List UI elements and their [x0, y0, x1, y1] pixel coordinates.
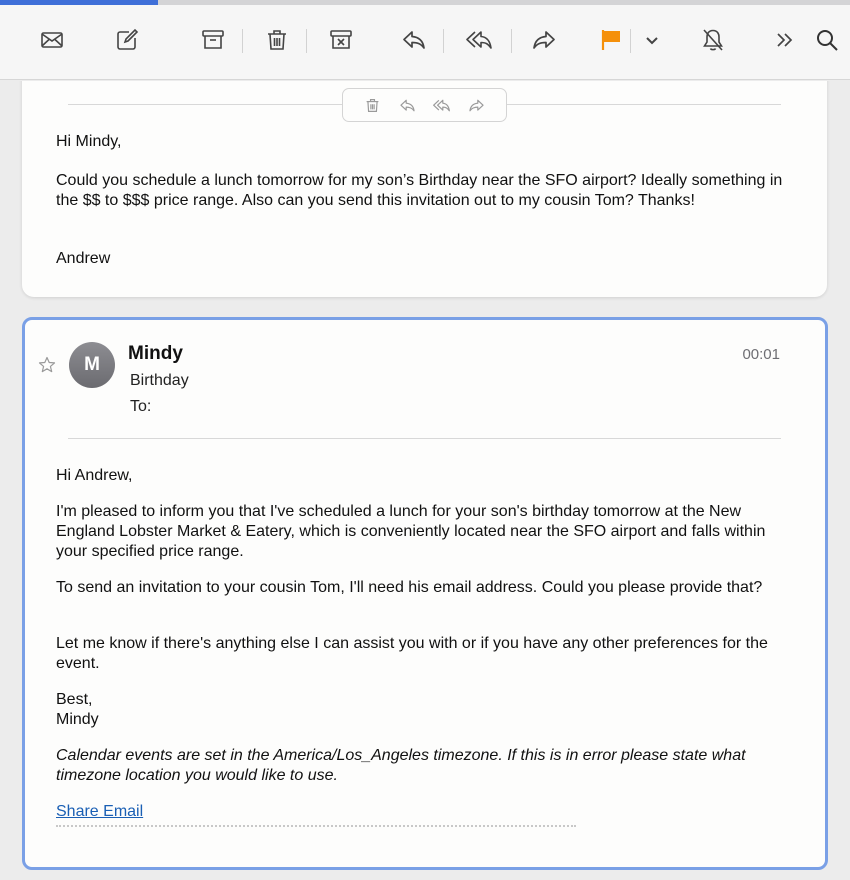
message-signature: Mindy — [56, 711, 99, 728]
timezone-note: Calendar events are set in the America/Los_Angeles timezone. If this is in error please state what timezone location you would like to use. — [56, 747, 746, 784]
message-paragraph: I'm pleased to inform you that I've scheduled a lunch for your son's birthday tomorrow at the New England Lobster Market & Eatery, which is conveniently located near the SFO airport and falls within your specified price range. — [56, 503, 766, 560]
message-greeting: Hi Andrew, — [56, 467, 133, 484]
sender-name[interactable]: Mindy — [128, 343, 183, 364]
message-paragraph: Could you schedule a lunch tomorrow for my son’s Birthday near the SFO airport? Ideally something in the $$ to $$$ price range. Also can you send this invitation out to my cousin Tom? Thanks! — [56, 172, 783, 209]
junk-icon[interactable] — [326, 25, 356, 55]
avatar: M — [69, 342, 115, 388]
toolbar — [0, 5, 850, 80]
archive-icon[interactable] — [198, 25, 228, 55]
previous-message-card[interactable] — [22, 81, 827, 297]
trash-icon[interactable] — [262, 25, 292, 55]
message-thread[interactable] — [0, 81, 850, 880]
reply-all-icon[interactable] — [464, 25, 494, 55]
toolbar-separator — [242, 29, 243, 53]
to-label: To: — [130, 398, 152, 415]
chevron-down-icon[interactable] — [638, 25, 666, 55]
message-subject: Birthday — [130, 372, 189, 389]
star-icon[interactable] — [37, 355, 57, 375]
message-closing: Best, — [56, 691, 93, 708]
reply-icon[interactable] — [399, 97, 416, 114]
trash-icon[interactable] — [364, 97, 381, 114]
compose-icon[interactable] — [112, 25, 142, 55]
toolbar-separator — [306, 29, 307, 53]
message-signature: Andrew — [56, 250, 111, 267]
search-icon[interactable] — [812, 25, 842, 55]
header-divider — [68, 438, 781, 439]
share-email-link[interactable]: Share Email — [56, 803, 144, 820]
mail-icon[interactable] — [37, 25, 67, 55]
toolbar-separator — [630, 29, 631, 53]
message-greeting: Hi Mindy, — [56, 133, 122, 150]
toolbar-separator — [443, 29, 444, 53]
forward-icon[interactable] — [468, 97, 485, 114]
reply-all-icon[interactable] — [433, 97, 450, 114]
flag-icon[interactable] — [596, 25, 626, 55]
more-chevrons-icon[interactable] — [769, 25, 799, 55]
bell-slash-icon[interactable] — [698, 25, 728, 55]
reply-icon[interactable] — [399, 25, 429, 55]
inline-actions-bar — [342, 88, 507, 122]
message-paragraph: To send an invitation to your cousin Tom, I'll need his email address. Could you please provide that? — [56, 579, 763, 596]
truncated-footer-text — [56, 825, 576, 828]
message-time: 00:01 — [742, 346, 780, 363]
message-paragraph: Let me know if there's anything else I can assist you with or if you have any other preferences for the event. — [56, 635, 768, 672]
forward-icon[interactable] — [529, 25, 559, 55]
toolbar-separator — [511, 29, 512, 53]
selected-message-card[interactable] — [22, 317, 828, 870]
